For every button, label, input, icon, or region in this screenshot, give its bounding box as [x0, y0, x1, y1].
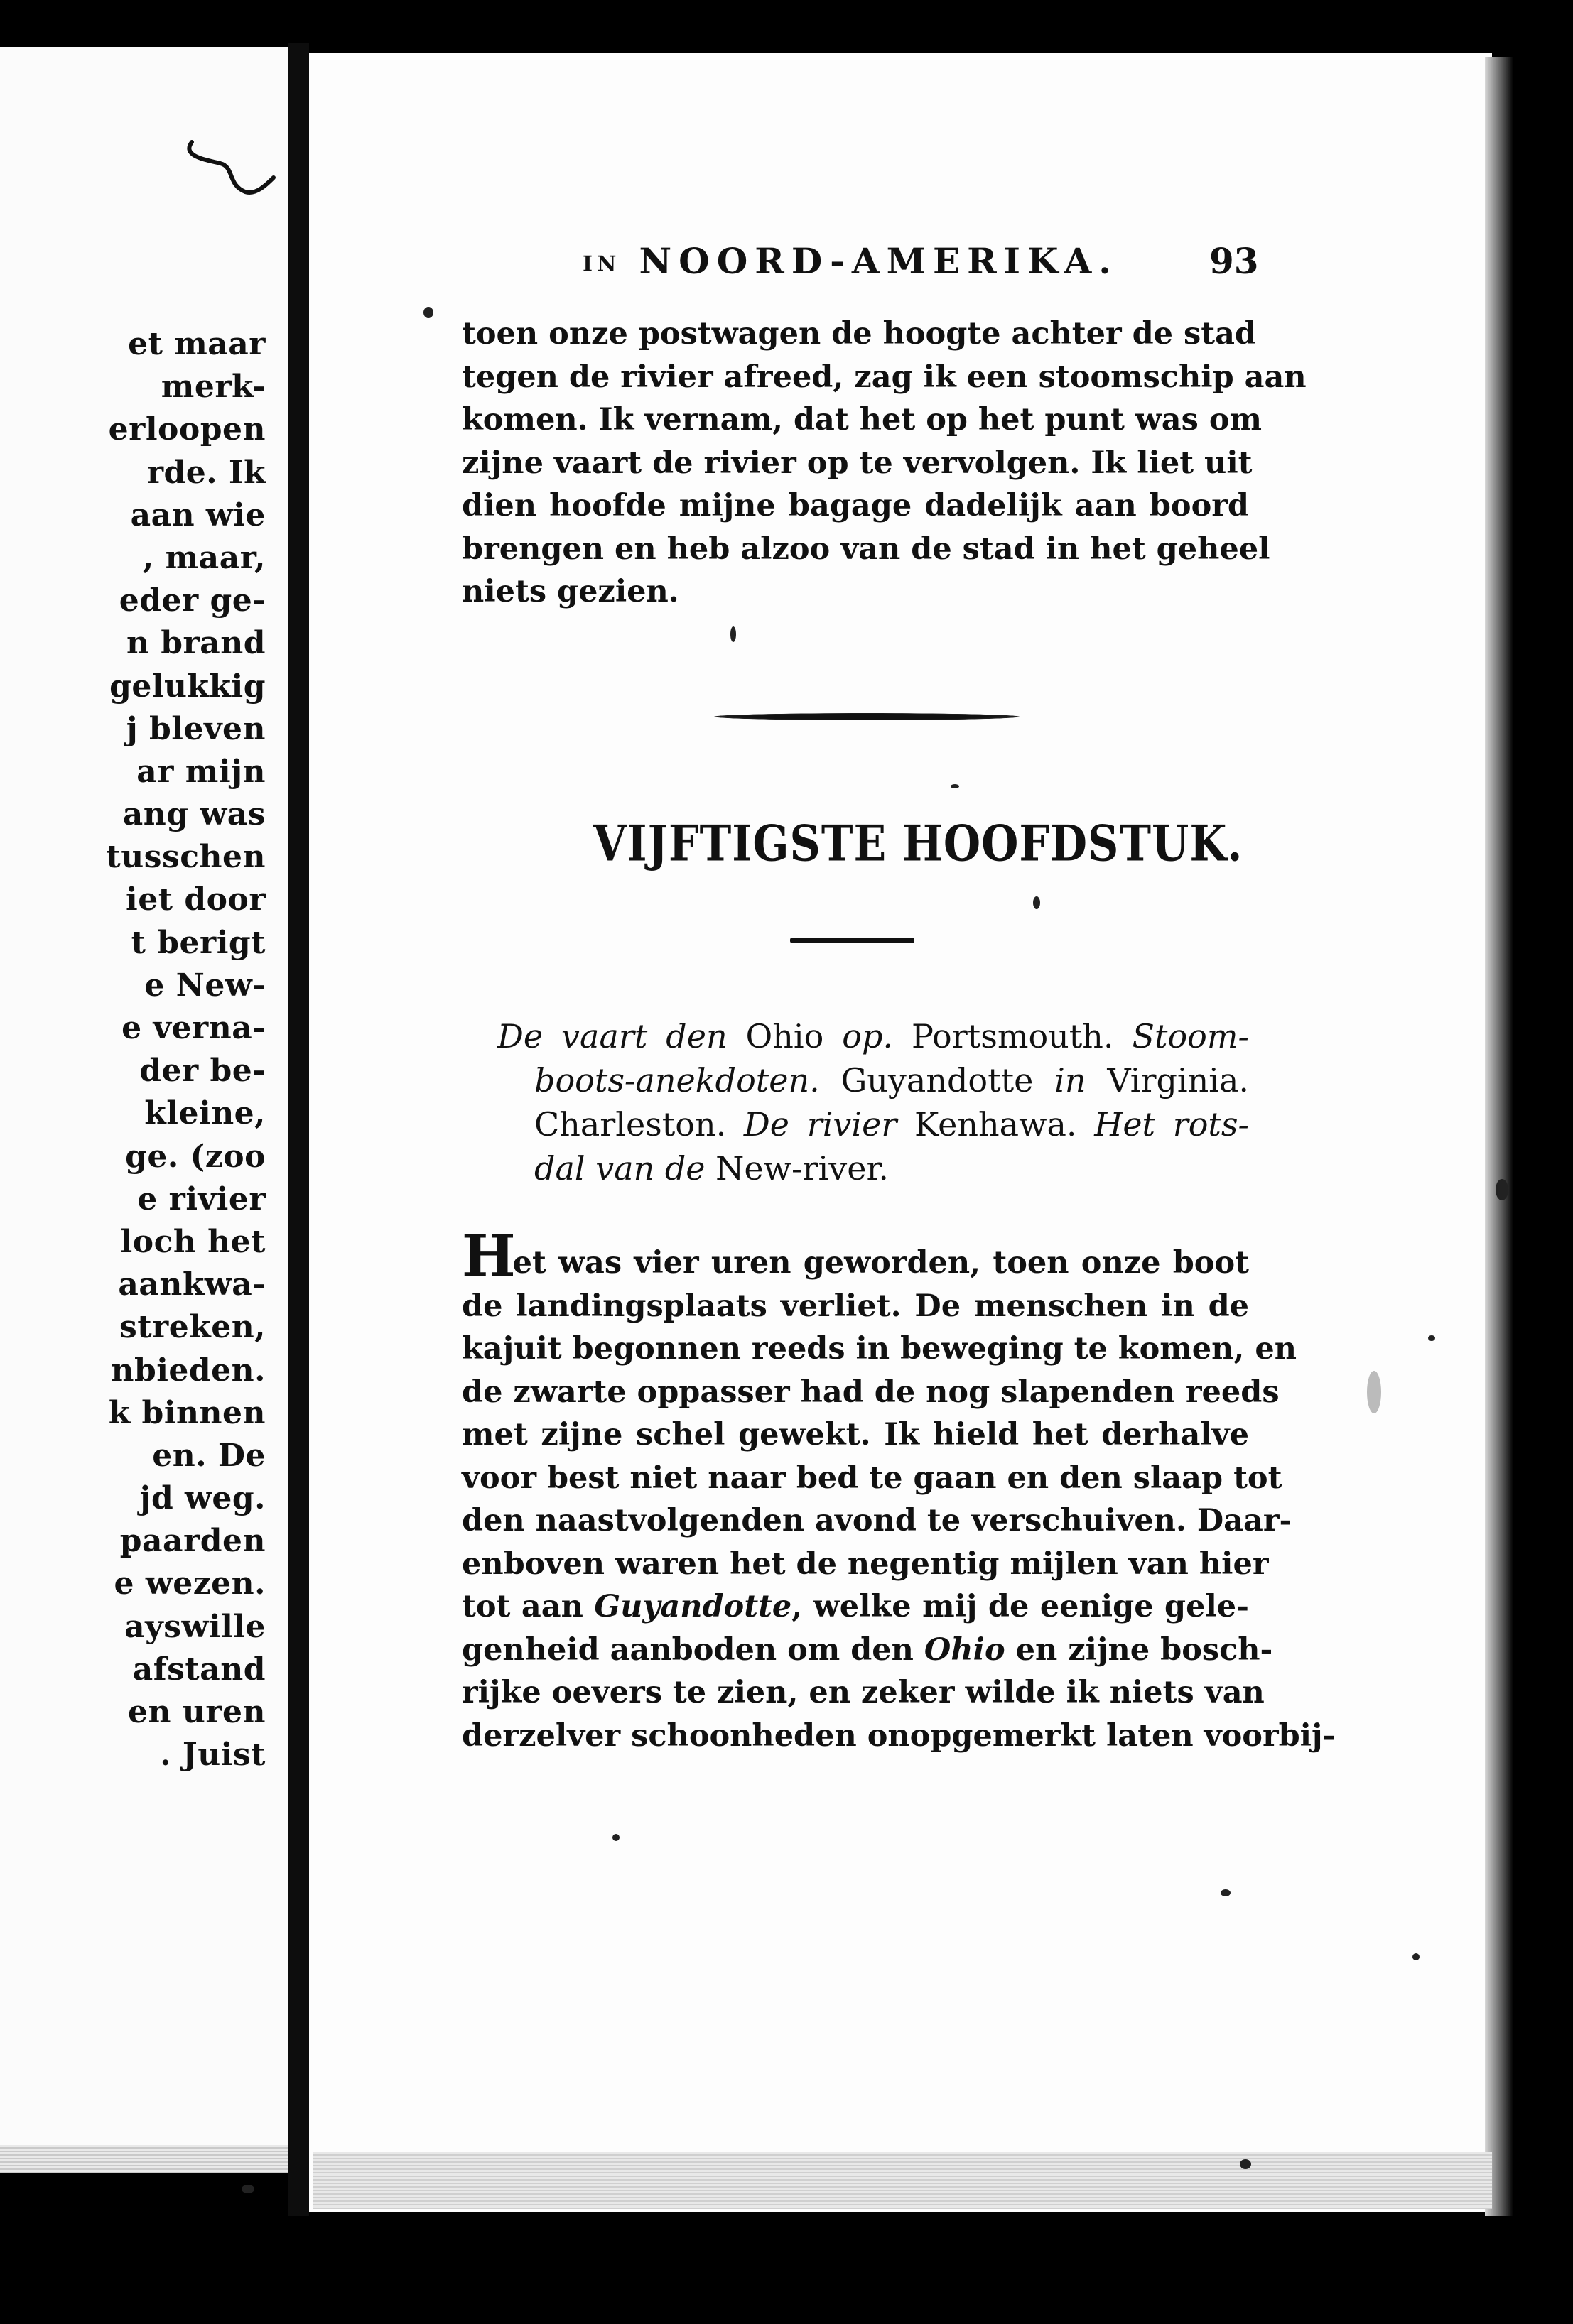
chapter-title-rule	[790, 938, 914, 943]
chapter-summary	[497, 1014, 1249, 1190]
text-line: de landingsplaats verliet. De menschen in de	[462, 1288, 1249, 1324]
left-page-text-line: merk-	[161, 369, 266, 406]
summary-line: Charleston. De rivier Kenhawa. Het rots-	[534, 1105, 1250, 1144]
scan-speck	[1221, 1889, 1231, 1896]
text-line: met zijne schel gewekt. Ik hield het derhalve	[462, 1417, 1249, 1452]
left-page-text-line: der be-	[139, 1053, 266, 1090]
running-head-prefix: IN	[583, 251, 621, 277]
text-line: Het was vier uren geworden, toen onze boot	[462, 1222, 1249, 1289]
left-page-text-line: ayswille	[124, 1608, 266, 1645]
left-page-text-line: aankwa-	[118, 1266, 266, 1303]
left-page-text-line: e rivier	[137, 1180, 266, 1217]
chapter-title: VIJFTIGSTE HOOFDSTUK.	[593, 815, 1243, 873]
main-paragraph	[462, 1222, 1336, 1757]
left-page-text-line: erloopen	[108, 411, 266, 448]
text-line: enboven waren het de negentig mijlen van hier	[462, 1546, 1269, 1582]
scan-speck	[730, 626, 736, 642]
summary-line: dal van de New-river.	[534, 1149, 890, 1188]
left-page-text-line: en uren	[128, 1694, 266, 1730]
scan-speck	[1428, 1335, 1435, 1341]
left-page-text-line: tusschen	[106, 839, 266, 876]
text-line: den naastvolgenden avond te verschuiven. Daar-	[462, 1503, 1292, 1538]
scan-speck	[612, 1834, 620, 1841]
text-line: derzelver schoonheden onopgemerkt laten voorbij-	[462, 1717, 1336, 1754]
left-page-text-line: loch het	[120, 1223, 266, 1260]
scan-speck	[1240, 2159, 1251, 2169]
text-line: tot aan Guyandotte, welke mij de eenige gele-	[462, 1589, 1249, 1624]
left-page-text-line: e verna-	[121, 1010, 266, 1046]
left-page-text-line: , maar,	[142, 539, 266, 576]
left-page-text-line: jd weg.	[139, 1480, 266, 1517]
text-line: zijne vaart de rivier op te vervolgen. Ik liet uit	[462, 445, 1253, 481]
right-page-edge-shadow	[1485, 57, 1513, 2216]
left-page-text-line: streken,	[119, 1309, 266, 1346]
left-page-text-line: . Juist	[160, 1737, 266, 1774]
section-divider-rule	[714, 713, 1020, 720]
ink-scribble-mark	[178, 128, 284, 206]
scan-speck	[1412, 1953, 1420, 1960]
running-head	[583, 240, 1250, 286]
scan-speck	[242, 2185, 254, 2193]
text-line: brengen en heb alzoo van de stad in het geheel	[462, 531, 1270, 567]
left-page-text-line: e wezen.	[114, 1565, 266, 1602]
text-line: niets gezien.	[462, 574, 679, 609]
scan-speck	[951, 784, 959, 788]
left-page-text-line: rde. Ik	[146, 454, 266, 491]
scan-speck	[423, 307, 433, 318]
drop-cap: H	[462, 1222, 513, 1289]
left-page-text-line: paarden	[119, 1523, 266, 1560]
left-page-text-line: et maar	[128, 326, 266, 362]
left-page-text-line: eder ge-	[119, 582, 266, 619]
left-page-bottom-edge	[0, 2145, 291, 2173]
text-line: tegen de rivier afreed, zag ik een stoomschip aan	[462, 359, 1307, 395]
text-line: genheid aanboden om den Ohio en zijne bosch-	[462, 1631, 1273, 1668]
text-line: toen onze postwagen de hoogte achter de stad	[462, 316, 1256, 352]
left-page-text-line: ar mijn	[136, 753, 266, 790]
scan-speck	[1367, 1371, 1381, 1413]
text-line: rijke oevers te zien, en zeker wilde ik niets van	[462, 1675, 1265, 1710]
text-line: kajuit begonnen reeds in beweging te komen, en	[462, 1331, 1297, 1367]
left-page-text-line: ge. (zoo	[125, 1138, 266, 1175]
left-page-text-line: ang was	[122, 796, 266, 833]
scan-speck	[1033, 896, 1040, 909]
left-page-text-line: j bleven	[126, 710, 266, 747]
left-page-text-line: aan wie	[130, 496, 266, 533]
text-line: voor best niet naar bed te gaan en den slaap tot	[462, 1460, 1282, 1496]
left-page-text-line: kleine,	[144, 1095, 266, 1132]
left-page-text-line: n brand	[126, 625, 266, 662]
left-page-text-line: en. De	[152, 1437, 266, 1474]
summary-line: De vaart den Ohio op. Portsmouth. Stoom-	[497, 1017, 1250, 1055]
left-page-text-line: t berigt	[131, 924, 266, 961]
book-gutter	[288, 43, 309, 2216]
running-head-title: NOORD-AMERIKA.	[639, 240, 1118, 282]
left-page-text-line: afstand	[132, 1651, 266, 1688]
page-number: 93	[1209, 240, 1259, 282]
text-line: dien hoofde mijne bagage dadelijk aan boord	[462, 488, 1249, 523]
left-page-text-line: gelukkig	[109, 668, 266, 705]
left-page-text-line: iet door	[126, 881, 266, 918]
left-page-text-line: k binnen	[108, 1394, 266, 1431]
left-page-text-line: e New-	[144, 967, 266, 1004]
scan-speck	[1496, 1179, 1508, 1200]
summary-line: boots-anekdoten. Guyandotte in Virginia.	[534, 1061, 1249, 1099]
left-page-text-column	[0, 323, 266, 1776]
opening-paragraph	[462, 313, 1307, 614]
left-page-text-line: nbieden.	[111, 1352, 266, 1389]
text-line: de zwarte oppasser had de nog slapenden reeds	[462, 1374, 1280, 1410]
right-page-bottom-edge	[313, 2152, 1492, 2209]
text-line: komen. Ik vernam, dat het op het punt was om	[462, 402, 1263, 438]
